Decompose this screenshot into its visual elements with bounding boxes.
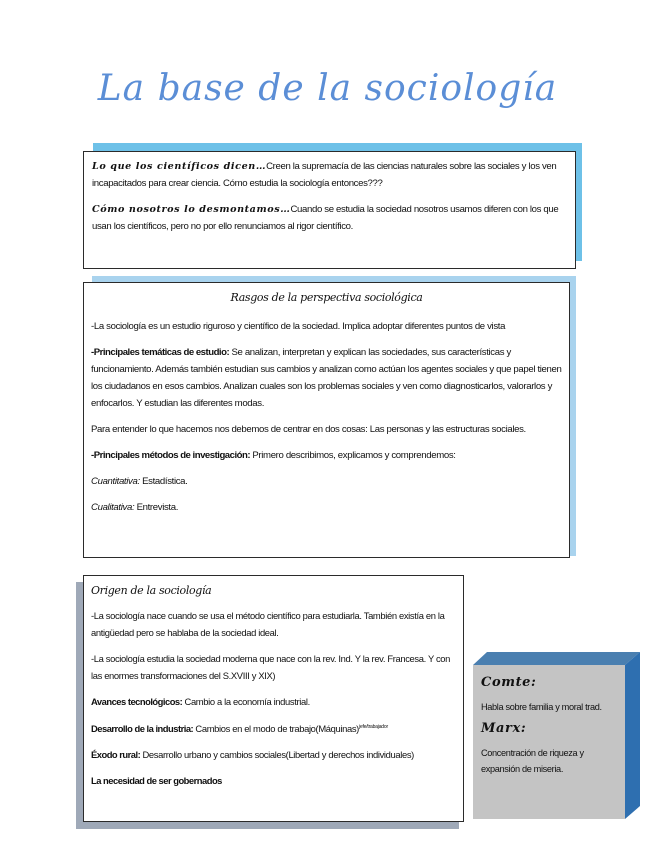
box3-p4-sup: jefe/trabajador [358, 724, 388, 730]
box3-p4 [91, 719, 456, 737]
box2-p4-text: Primero describimos, explicamos y comprendemos: [250, 450, 456, 461]
box2-p2-text: Se analizan, interpretan y explican las sociedades, sus características y funcionamiento. Además también estudian sus cambios y analizan como actúan los agentes sociales y que papel tienen los ciudadanos en esos cambios. Analizan cuales son los problemas sociales y ven como diagnosticarlos, valorarlos y enfocarlos. Y estudian las diferentes modas. [91, 347, 562, 409]
cube-side-face [625, 652, 640, 819]
box3-p3-bold: Avances tecnológicos: [91, 696, 183, 707]
box1-p1 [92, 158, 567, 192]
box1-p2 [92, 201, 567, 235]
box3-p3-text: Cambio a la economía industrial. [182, 696, 310, 707]
box4-comte-text: Habla sobre familia y moral trad. [481, 702, 602, 712]
page-title: La base de la sociología [97, 68, 558, 109]
box2-p5 [91, 473, 562, 490]
box2-p2-bold: -Principales temáticas de estudio: [91, 347, 230, 358]
box3 [83, 575, 464, 822]
box1-p2-heading: Cómo nosotros lo desmontamos… [92, 204, 291, 215]
box3-p5-text: Desarrollo urbano y cambios sociales(Libertad y derechos individuales) [140, 749, 414, 761]
box3-p4-text: Cambios en el modo de trabajo(Máquinas) [193, 723, 359, 735]
box2-p6 [91, 499, 562, 516]
box3-p5 [91, 746, 456, 763]
box4-comte-heading: Comte: [481, 675, 537, 690]
box2-p1: -La sociología es un estudio riguroso y científico de la sociedad. Implica adoptar diferentes puntos de vista [91, 321, 506, 332]
box2 [83, 282, 570, 558]
box4-marx-text: Concentración de riqueza y expansión de miseria. [481, 748, 584, 774]
box2-p3: Para entender lo que hacemos nos debemos de centrar en dos cosas: Las personas y las estructuras sociales. [91, 424, 526, 435]
box2-p5-ital: Cuantitativa: [91, 476, 140, 487]
box3-p6-bold: La necesidad de ser gobernados [91, 775, 222, 787]
box1 [83, 151, 576, 269]
box2-p4-bold: -Principales métodos de investigación: [91, 450, 251, 461]
box3-p2: -La sociología estudia la sociedad moderna que nace con la rev. Ind. Y la rev. Francesa. Y con las enormes transformaciones del S.XVIII y XIX) [91, 653, 451, 681]
box1-p1-text: Creen la supremacía de las ciencias naturales sobre las sociales y los ven incapacitados para crear ciencia. Cómo estudia la sociología entonces??? [92, 161, 557, 189]
box3-p3 [91, 693, 456, 710]
box1-p1-heading: Lo que los científicos dicen… [92, 161, 267, 172]
box4-marx-heading: Marx: [481, 721, 527, 736]
cube-top-face [473, 652, 640, 665]
box3-heading: Origen de la sociología [91, 584, 212, 597]
box4-cube-front [473, 665, 625, 819]
box2-p5-text: Estadística. [139, 476, 188, 487]
box2-p6-text: Entrevista. [134, 502, 179, 513]
box2-p4 [91, 447, 562, 464]
box2-heading: Rasgos de la perspectiva sociológica [230, 291, 423, 304]
box3-p5-bold: Éxodo rural: [91, 749, 141, 761]
box3-p1: -La sociología nace cuando se usa el método científico para estudiarla. También existía en la antigüedad pero se hablaba de la sociedad ideal. [91, 610, 445, 638]
box2-p2 [91, 344, 562, 412]
box3-p6 [91, 772, 456, 789]
box1-p2-text: Cuando se estudia la sociedad nosotros usamos diferen con los que usan los científicos, pero no por ello renunciamos al rigor científico. [92, 204, 559, 232]
box3-p4-bold: Desarrollo de la industria: [91, 723, 194, 735]
box2-p6-ital: Cualitativa: [91, 502, 135, 513]
